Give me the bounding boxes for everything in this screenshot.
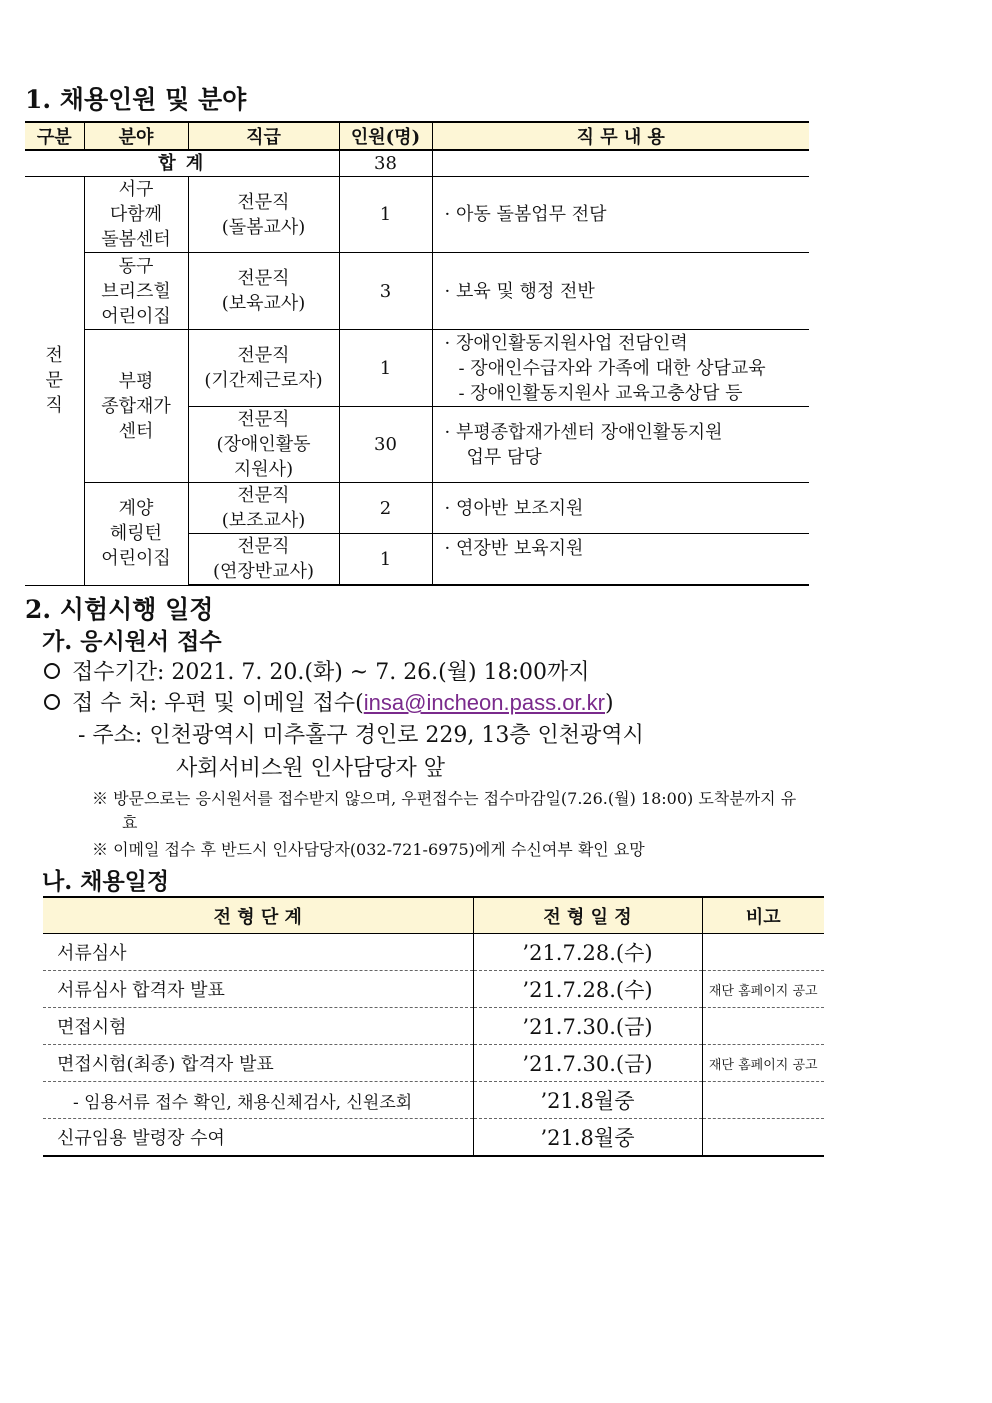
table-row <box>43 1045 824 1082</box>
stage-cell: - 임용서류 접수 확인, 채용신체검사, 신원조회 <box>43 1082 473 1119</box>
table-row <box>43 1008 824 1045</box>
field-cell: 부평 종합재가 센터 <box>84 330 188 483</box>
email-link[interactable]: insa@incheon.pass.or.kr <box>363 690 605 715</box>
col-header-schedule: 전 형 일 정 <box>473 897 702 934</box>
count-cell: 30 <box>339 407 432 483</box>
remark-cell: 재단 홈페이지 공고 <box>702 1045 824 1082</box>
table-row <box>43 1082 824 1119</box>
date-cell: ’21.7.28.(수) <box>473 971 702 1008</box>
col-header-field: 분야 <box>84 122 188 150</box>
date-cell: ’21.7.30.(금) <box>473 1008 702 1045</box>
table-row <box>43 971 824 1008</box>
date-cell: ’21.8월중 <box>473 1119 702 1157</box>
remark-cell <box>702 1082 824 1119</box>
duty-cell: · 부평종합재가센터 장애인활동지원 업무 담당 <box>432 407 809 483</box>
recruitment-table <box>25 121 809 586</box>
stage-cell: 신규임용 발령장 수여 <box>43 1119 473 1157</box>
col-header-count: 인원(명) <box>339 122 432 150</box>
schedule-header-row <box>43 897 824 934</box>
place-line: 접 수 처: 우편 및 이메일 접수(insa@incheon.pass.or.kr) <box>44 686 614 717</box>
rank-cell: 전문직 (기간제근로자) <box>188 330 339 407</box>
remark-cell: 재단 홈페이지 공고 <box>702 971 824 1008</box>
total-value: 38 <box>339 150 432 177</box>
circle-bullet-icon <box>44 663 60 679</box>
count-cell: 1 <box>339 534 432 586</box>
stage-cell: 면접시험(최종) 합격자 발표 <box>43 1045 473 1082</box>
period-line: 접수기간: 2021. 7. 20.(화) ~ 7. 26.(월) 18:00까지 <box>44 655 590 686</box>
col-header-rank: 직급 <box>188 122 339 150</box>
stage-cell: 면접시험 <box>43 1008 473 1045</box>
remark-cell <box>702 1119 824 1157</box>
total-label: 합 계 <box>25 150 339 177</box>
rank-cell: 전문직 (보육교사) <box>188 253 339 330</box>
notice-2: ※ 이메일 접수 후 반드시 인사담당자(032-721-6975)에게 수신여부 확인 요망 <box>92 840 645 859</box>
duty-cell: · 장애인활동지원사업 전담인력 - 장애인수급자와 가족에 대한 상담교육 - 장애인활동지원사 교육고충상담 등 <box>432 330 809 407</box>
schedule-table <box>43 896 824 1157</box>
subsection-b-title: 나. 채용일정 <box>42 868 170 895</box>
date-cell: ’21.8월중 <box>473 1082 702 1119</box>
remark-cell <box>702 1008 824 1045</box>
table-row <box>43 934 824 971</box>
rank-cell: 전문직 (돌봄교사) <box>188 177 339 253</box>
duty-cell: · 보육 및 행정 전반 <box>432 253 809 330</box>
table-row <box>25 483 809 534</box>
count-cell: 2 <box>339 483 432 534</box>
count-cell: 3 <box>339 253 432 330</box>
rank-cell: 전문직 (장애인활동 지원사) <box>188 407 339 483</box>
category-cell: 전 문 직 <box>25 177 84 586</box>
col-header-duty: 직 무 내 용 <box>432 122 809 150</box>
col-header-category: 구분 <box>25 122 84 150</box>
remark-cell <box>702 934 824 971</box>
table-row <box>25 330 809 407</box>
subsection-a-title: 가. 응시원서 접수 <box>42 628 222 655</box>
rank-cell: 전문직 (보조교사) <box>188 483 339 534</box>
count-cell: 1 <box>339 177 432 253</box>
notice-1-line-2: 효 <box>122 813 138 832</box>
duty-cell: · 연장반 보육지원 <box>432 534 809 586</box>
col-header-stage: 전 형 단 계 <box>43 897 473 934</box>
count-cell: 1 <box>339 330 432 407</box>
table-row <box>25 177 809 253</box>
field-cell: 계양 헤링턴 어린이집 <box>84 483 188 586</box>
duty-cell: · 영아반 보조지원 <box>432 483 809 534</box>
table-row <box>43 1119 824 1157</box>
table-row <box>25 253 809 330</box>
total-row <box>25 150 809 177</box>
table-header-row <box>25 122 809 150</box>
field-cell: 동구 브리즈힐 어린이집 <box>84 253 188 330</box>
date-cell: ’21.7.28.(수) <box>473 934 702 971</box>
section2-title: 2. 시험시행 일정 <box>25 595 214 624</box>
notice-1-line-1: ※ 방문으로는 응시원서를 접수받지 않으며, 우편접수는 접수마감일(7.26.(월) 18:00) 도착분까지 유 <box>92 789 797 808</box>
rank-cell: 전문직 (연장반교사) <box>188 534 339 586</box>
circle-bullet-icon <box>44 694 60 710</box>
total-duty-empty <box>432 150 809 177</box>
col-header-remark: 비고 <box>702 897 824 934</box>
address-line-2: 사회서비스원 인사담당자 앞 <box>176 756 446 781</box>
address-line-1: - 주소: 인천광역시 미추홀구 경인로 229, 13층 인천광역시 <box>78 723 644 748</box>
duty-cell: · 아동 돌봄업무 전담 <box>432 177 809 253</box>
stage-cell: 서류심사 합격자 발표 <box>43 971 473 1008</box>
date-cell: ’21.7.30.(금) <box>473 1045 702 1082</box>
field-cell: 서구 다함께 돌봄센터 <box>84 177 188 253</box>
section1-title: 1. 채용인원 및 분야 <box>25 85 247 114</box>
stage-cell: 서류심사 <box>43 934 473 971</box>
